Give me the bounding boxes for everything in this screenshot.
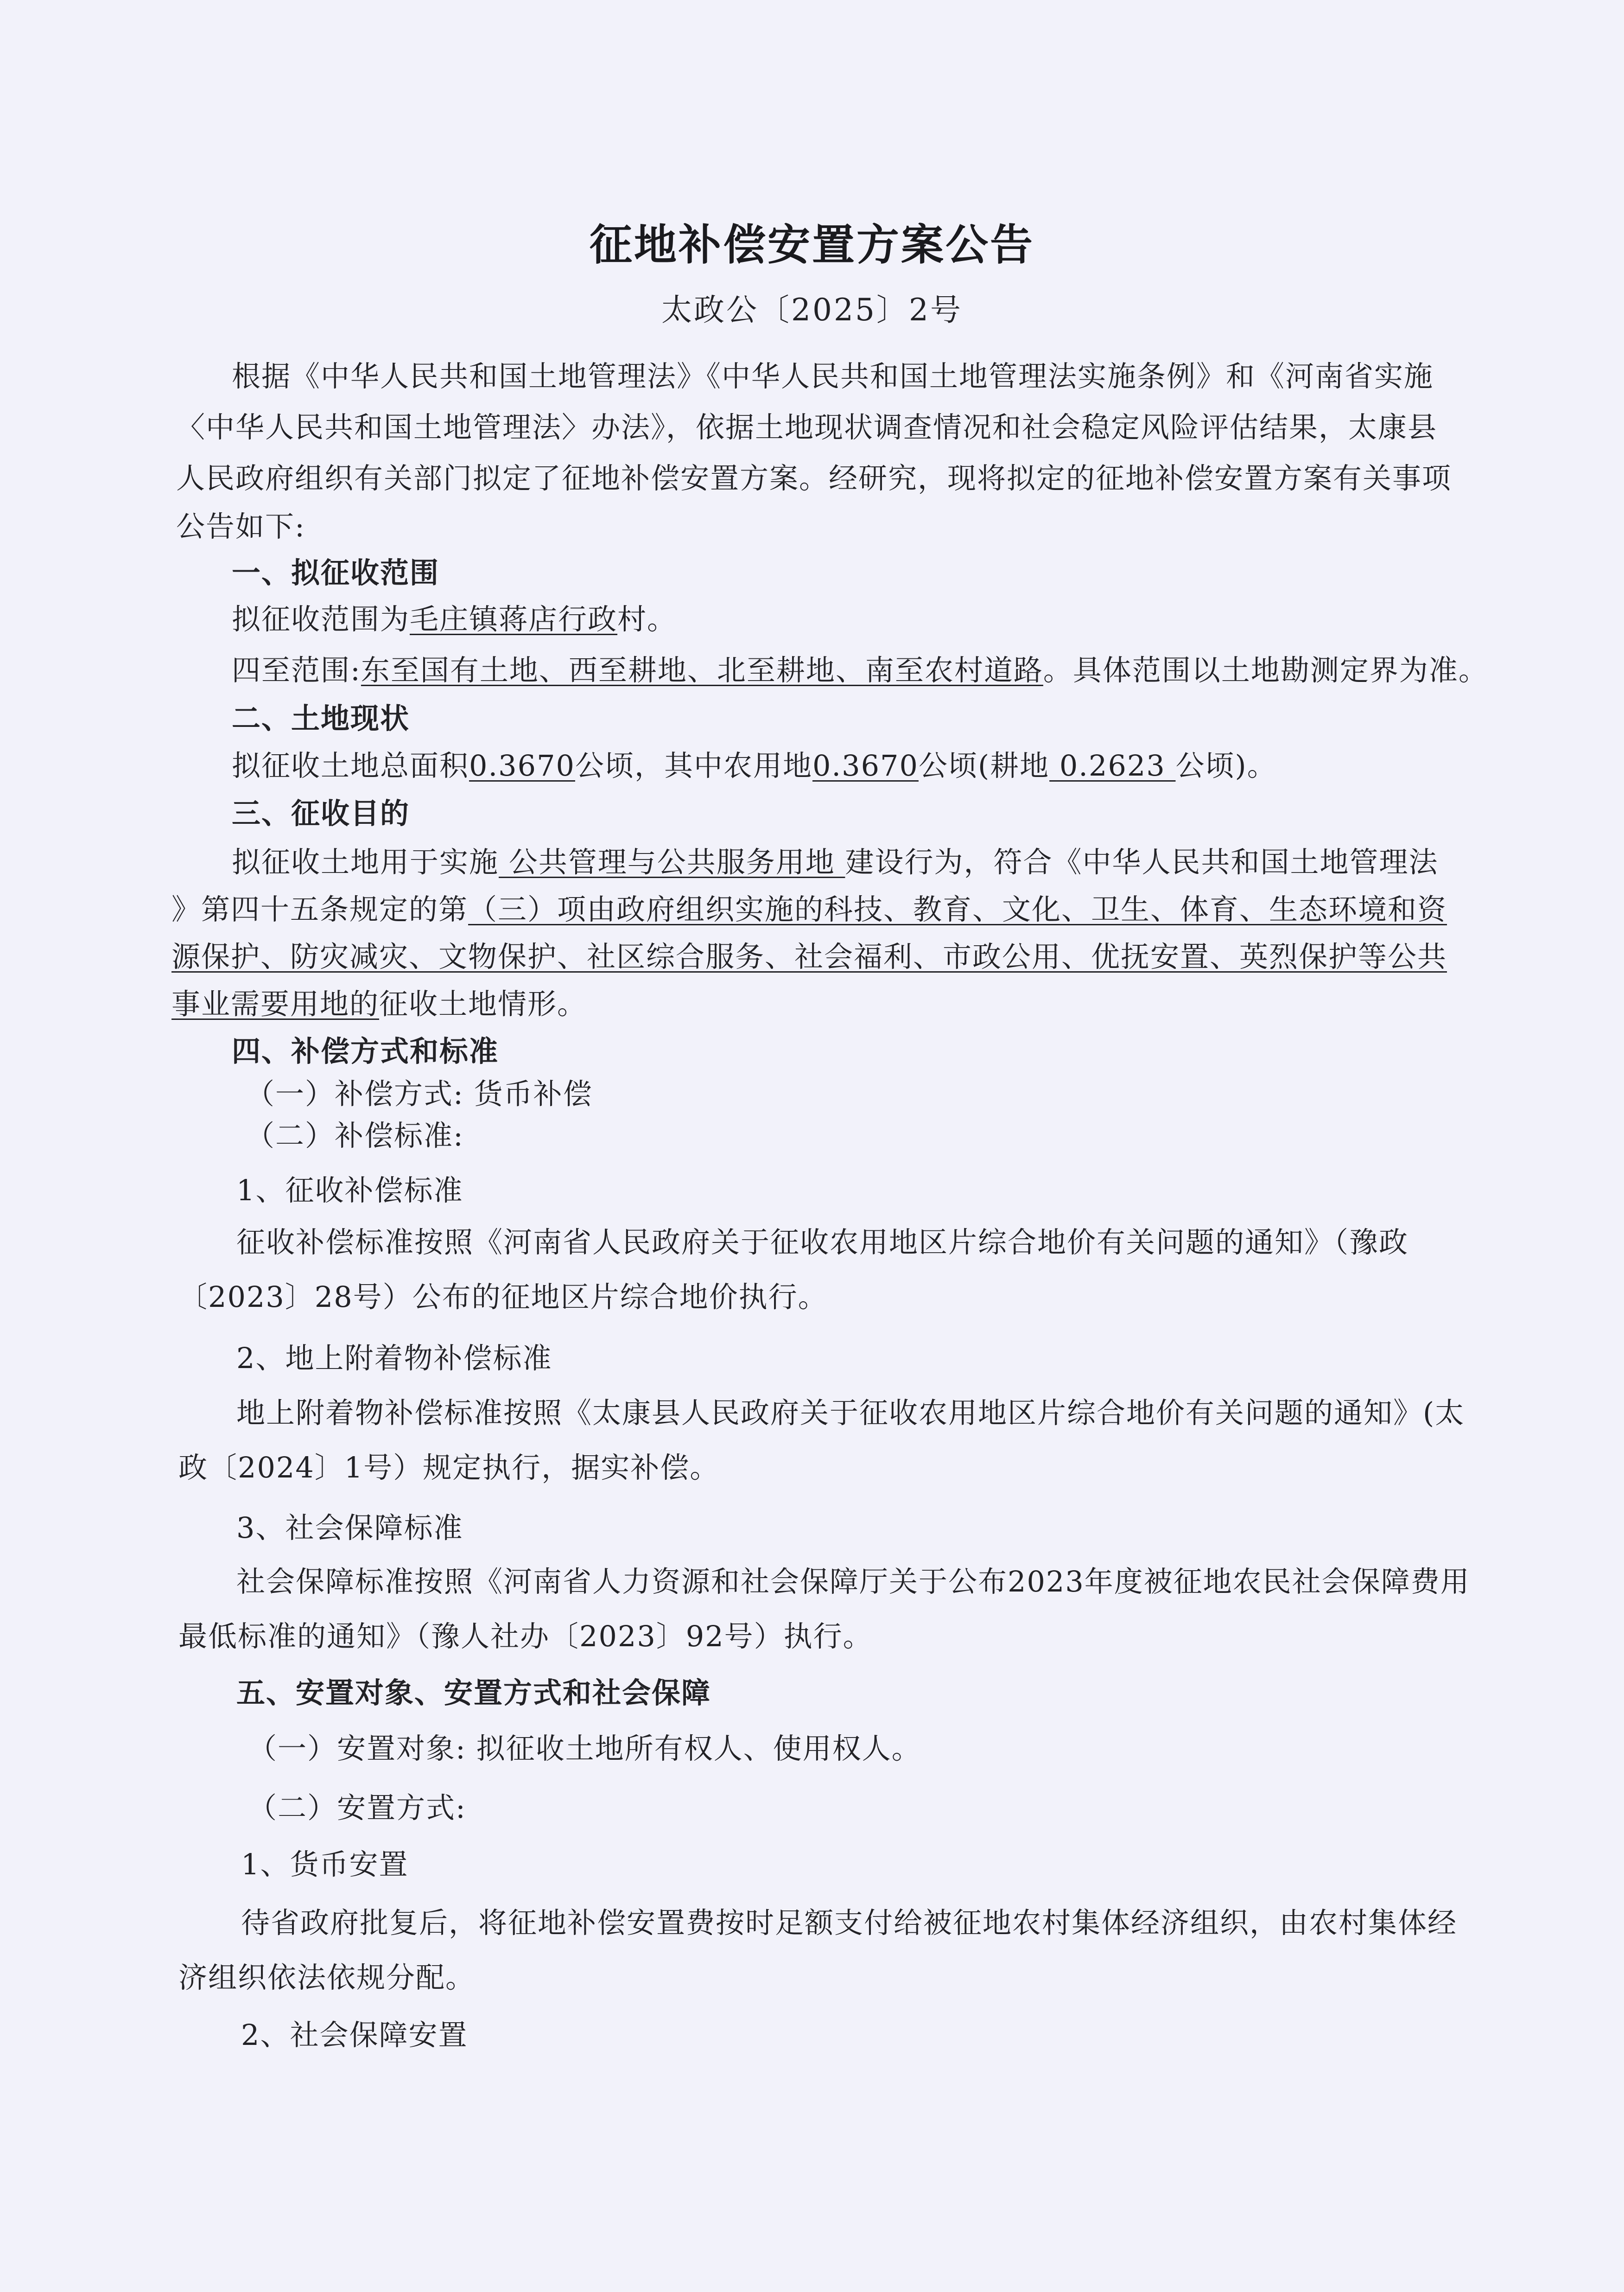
purpose-line-4	[171, 986, 587, 1023]
purpose-clause-2: 源保护、防灾减灾、文物保护、社区综合服务、社会福利、市政公用、优抚安置、英烈保护等公共	[171, 940, 1447, 974]
purpose-text-3: 》第四十五条规定的第	[171, 892, 469, 926]
intro-line-4: 公告如下:	[176, 509, 305, 543]
intro-line-3: 人民政府组织有关部门拟定了征地补偿安置方案。经研究，现将拟定的征地补偿安置方案有关事项	[176, 461, 1452, 495]
boundary-note: 。具体范围以土地勘测定界为准。	[1043, 653, 1488, 687]
purpose-text-1: 拟征收土地用于实施	[232, 845, 499, 879]
section-5-heading: 五、安置对象、安置方式和社会保障	[236, 1676, 711, 1710]
section-3-heading: 三、征收目的	[232, 796, 410, 830]
purpose-clause-3: 事业需要用地的	[171, 987, 380, 1021]
scope-suffix: 村。	[617, 602, 677, 636]
purpose-line-1	[232, 844, 1438, 881]
area-text-3: 公顷(耕地	[918, 749, 1050, 783]
standard-1-line-1: 征收补偿标准按照《河南省人民政府关于征收农用地区片综合地价有关问题的通知》（豫政	[236, 1225, 1409, 1259]
boundary-value: 东至国有土地、西至耕地、北至耕地、南至农村道路	[361, 653, 1043, 687]
cash-resettlement-line-1: 待省政府批复后，将征地补偿安置费按时足额支付给被征地农村集体经济组织，由农村集体经	[241, 1906, 1458, 1940]
farmland-area-value: 0.3670	[812, 749, 919, 783]
purpose-text-4: 征收土地情形。	[379, 987, 587, 1021]
boundary-label: 四至范围:	[232, 653, 361, 687]
arable-area-value: 0.2623	[1049, 749, 1176, 783]
resettlement-object: （一）安置对象: 拟征收土地所有权人、使用权人。	[248, 1732, 921, 1765]
standard-3-line-2: 最低标准的通知》（豫人社办〔2023〕92号）执行。	[178, 1619, 873, 1653]
standard-2-line-2: 政〔2024〕1号）规定执行，据实补偿。	[178, 1451, 720, 1484]
area-text-4: 公顷)。	[1175, 749, 1277, 783]
section-2-heading: 二、土地现状	[232, 701, 410, 735]
total-area-value: 0.3670	[469, 749, 575, 783]
standard-2-heading: 2、地上附着物补偿标准	[236, 1341, 552, 1375]
purpose-line-2	[171, 891, 1447, 928]
intro-line-2: 〈中华人民共和国土地管理法〉办法》，依据土地现状调查情况和社会稳定风险评估结果，太康县	[176, 410, 1438, 444]
scope-line	[232, 601, 677, 638]
purpose-text-2: 建设行为，符合《中华人民共和国土地管理法	[845, 845, 1439, 879]
cash-resettlement-line-2: 济组织依法依规分配。	[178, 1961, 476, 1994]
document-number: 太政公〔2025〕2号	[661, 292, 963, 328]
area-text-2: 公顷，其中农用地	[575, 749, 812, 783]
standard-2-line-1: 地上附着物补偿标准按照《太康县人民政府关于征收农用地区片综合地价有关问题的通知》(太	[236, 1396, 1465, 1430]
standard-1-heading: 1、征收补偿标准	[236, 1173, 463, 1207]
scope-value: 毛庄镇蒋店行政	[410, 602, 618, 636]
section-4-heading: 四、补偿方式和标准	[232, 1034, 499, 1068]
intro-line-1: 根据《中华人民共和国土地管理法》《中华人民共和国土地管理法实施条例》和《河南省实施	[232, 359, 1434, 393]
land-use-type: 公共管理与公共服务用地	[499, 845, 845, 879]
cash-resettlement-heading: 1、货币安置	[241, 1847, 409, 1881]
standard-1-line-2: 〔2023〕28号）公布的征地区片综合地价执行。	[178, 1280, 828, 1314]
boundary-line	[232, 652, 1488, 689]
social-security-heading: 2、社会保障安置	[241, 2018, 468, 2052]
section-1-heading: 一、拟征收范围	[232, 556, 440, 590]
standard-3-line-1: 社会保障标准按照《河南省人力资源和社会保障厅关于公布2023年度被征地农民社会保障费用	[236, 1565, 1470, 1598]
purpose-clause-1: （三）项由政府组织实施的科技、教育、文化、卫生、体育、生态环境和资	[468, 892, 1447, 926]
area-line	[232, 747, 1277, 784]
compensation-method: （一）补偿方式: 货币补偿	[246, 1077, 593, 1111]
standard-3-heading: 3、社会保障标准	[236, 1511, 463, 1545]
document-title: 征地补偿安置方案公告	[589, 220, 1034, 270]
scope-label: 拟征收范围为	[232, 602, 410, 636]
compensation-standard-label: （二）补偿标准:	[246, 1119, 464, 1152]
resettlement-method-label: （二）安置方式:	[248, 1791, 466, 1825]
area-text-1: 拟征收土地总面积	[232, 749, 469, 783]
